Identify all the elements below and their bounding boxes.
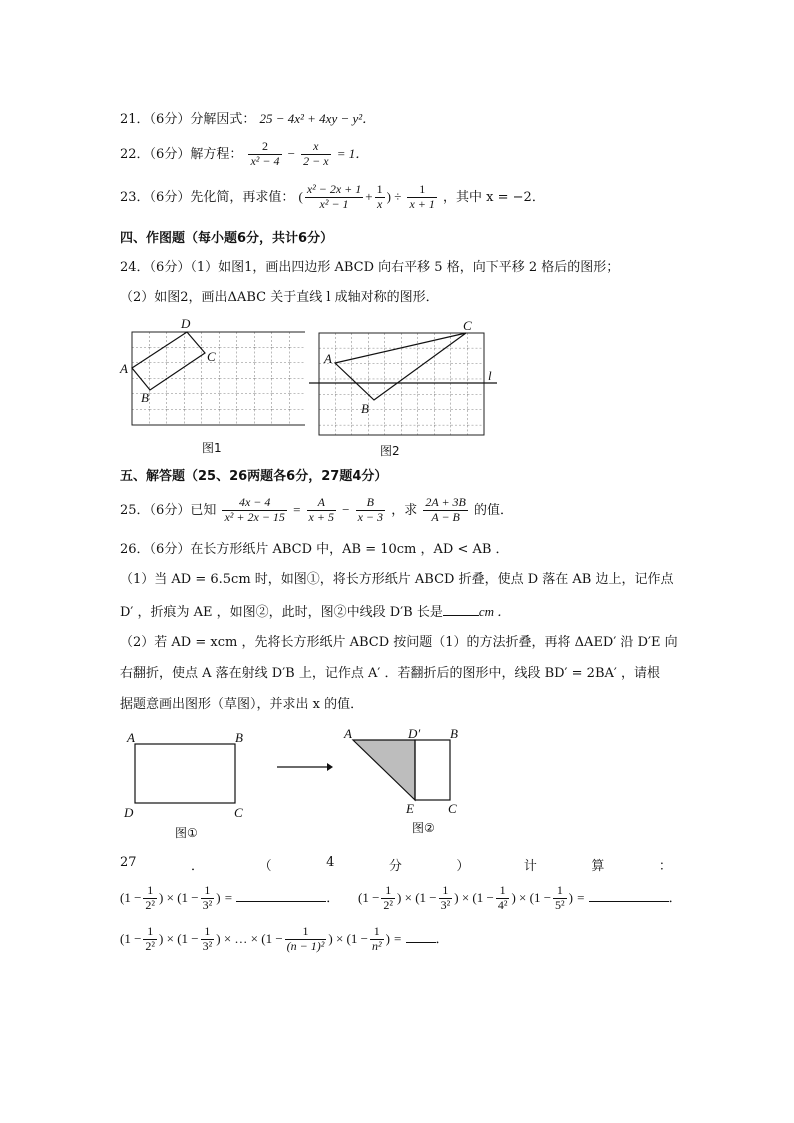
fig2-caption: 图2 [380,444,400,458]
q27-token: ： [658,859,672,874]
q27-expr-a: (1 − $\frac{1}{\text{2²}}$ ) × (1 − $\frac{1}{\text{3²}}$ ) = ． [120,883,340,912]
fig-c1-label-a: A [127,730,135,745]
fig2-label-b: B [361,401,369,416]
fig-c1-label-b: B [235,730,243,745]
fig-c1-caption: 图① [175,826,198,840]
figure-1-grid [115,315,305,460]
fig2-label-a: A [324,351,332,366]
q25-label: 25．（6分）已知 [120,502,217,518]
q25-frac4: $\frac{2A + 3B}{A - B}$ [425,495,466,524]
q27-token: 4 [326,855,335,870]
fig-c2-label-dprime: D′ [408,726,421,741]
q27-answer-blank-1[interactable] [236,901,326,902]
q23-frac2: $\frac{1}{x}$ [376,182,383,211]
section-5-title: 五、解答题（25、26两题各6分，27题4分） [120,469,388,484]
q23-tail: ，其中 x = −2． [443,189,545,205]
fig-c2-label-a: A [344,726,352,741]
q26-line3-text: D′ ，折痕为 AE ，如图②，此时，图②中线段 D′B 长是 [120,605,443,620]
q25-frac1: $\frac{4x - 4}{\text{x² + 2x − 15}}$ [224,495,285,524]
q27-token: 计 [523,859,537,874]
q23-frac3: $\frac{1}{x + 1}$ [409,182,435,211]
q26-answer-blank[interactable] [443,615,479,616]
fig-c2-label-e: E [406,801,414,816]
q27-token: 算 [591,859,605,874]
fig-c2-caption: 图② [412,821,435,835]
q26-line3-unit: cm ． [478,604,511,619]
q23-frac1: $\frac{\text{x² − 2x + 1}}{\text{x² − 1}}$ [306,182,362,211]
fig2-label-l: l [488,368,492,383]
fig1-caption: 图1 [202,441,222,455]
q25-frac3: $\frac{B}{x - 3}$ [357,495,384,524]
fig-c1-label-c: C [234,805,243,820]
fig1-label-c: C [207,349,216,364]
q23: 23．（6分）先化简，再求值： ( $\frac{\text{x² − 2x + 1}}{\text{x² − 1}}$ + $\frac{1}{x}$ ) ÷ $\frac{1}{x + 1}$ ，其中 x = −2． [120,182,545,211]
fig-c2-label-c: C [448,801,457,816]
section-4-title: 四、作图题（每小题6分，共计6分） [120,231,334,246]
q22-rhs: = 1． [336,145,369,161]
q22-frac2: $\frac{x}{2 - x}$ [303,139,329,168]
q21 [120,112,375,126]
q23-label: 23．（6分）先化简，再求值： [120,189,295,205]
fig1-label-d: D [181,316,191,331]
fig1-label-a: A [120,361,128,376]
q27-token: （ [258,859,272,874]
fig1-label-b: B [141,390,149,405]
q25: 25．（6分）已知 $\frac{4x - 4}{\text{x² + 2x − 15}}$ = $\frac{A}{x + 5}$ − $\frac{B}{x - 3}$ ，求 $\frac{2A + 3B}{A - B}$ 的值． [120,495,514,524]
q24-line1: 24．（6分）（1）如图1，画出四边形 ABCD 向右平移 5 格，向下平移 2 格后的图形； [120,260,620,275]
q26-line1: 26．（6分）在长方形纸片 ABCD 中，AB = 10cm ，AD < AB ． [120,542,509,557]
q26-line6: 据题意画出图形（草图），并求出 x 的值． [120,697,364,712]
q26-line3 [120,605,510,619]
q27-expr-b: (1 − $\frac{1}{\text{2²}}$ ) × (1 − $\frac{1}{\text{3²}}$ ) × (1 − $\frac{1}{\text{4²}}$ ) × (1 − $\frac{1}{\text{5²}}$ ) = ． [358,883,682,912]
q26-line5: 右翻折，使点 A 落在射线 D′B 上，记作点 A′ ．若翻折后的图形中，线段 BD′ = 2BA′ ，请根 [120,666,660,681]
q27-token: 分 [388,859,402,874]
fig2-label-c: C [463,318,472,333]
q26-line4: （2）若 AD = xcm ，先将长方形纸片 ABCD 按问题（1）的方法折叠，再将 ΔAED′ 沿 D′E 向 [120,635,678,650]
q27-heading [120,855,672,874]
q25-frac2: $\frac{A}{x + 5}$ [308,495,334,524]
q27-answer-blank-2[interactable] [589,901,669,902]
q21-expr: 25 − 4x² + 4xy − y²． [259,111,376,126]
q22-label: 22．（6分）解方程： [120,146,243,162]
figure-2-grid [305,315,505,460]
q25-tail: 的值． [474,502,514,518]
q27-token: ） [456,859,470,874]
q27-expr-c: (1 − $\frac{1}{\text{2²}}$ ) × (1 − $\frac{1}{\text{3²}}$ ) × … × (1 − $\frac{1}{\text{(n − 1)²}}$ ) × (1 − $\frac{1}{\text{n²}}$ ) = ． [120,924,449,953]
q27-token: ． [191,859,205,874]
fig-c2-label-b: B [450,726,458,741]
fig-c1-label-d: D [124,805,134,820]
figure-circle1 [120,725,260,845]
figure-circle2 [340,725,480,845]
q27-token: 27 [120,855,137,870]
q22-frac1: $\frac{2}{\text{x² − 4}}$ [250,139,280,168]
q21-label: 21．（6分）分解因式： [120,112,256,127]
q24-line2: （2）如图2，画出ΔABC 关于直线 l 成轴对称的图形． [120,290,439,305]
arrow-icon [275,760,335,774]
q22: 22．（6分）解方程： $\frac{2}{\text{x² − 4}}$ − $\frac{x}{2 - x}$ = 1． [120,139,369,168]
q25-mid: ，求 [391,502,418,518]
q27-answer-blank-3[interactable] [406,942,436,943]
q26-line2: （1）当 AD = 6.5cm 时，如图①，将长方形纸片 ABCD 折叠，使点 D 落在 AB 边上，记作点 [120,572,674,587]
